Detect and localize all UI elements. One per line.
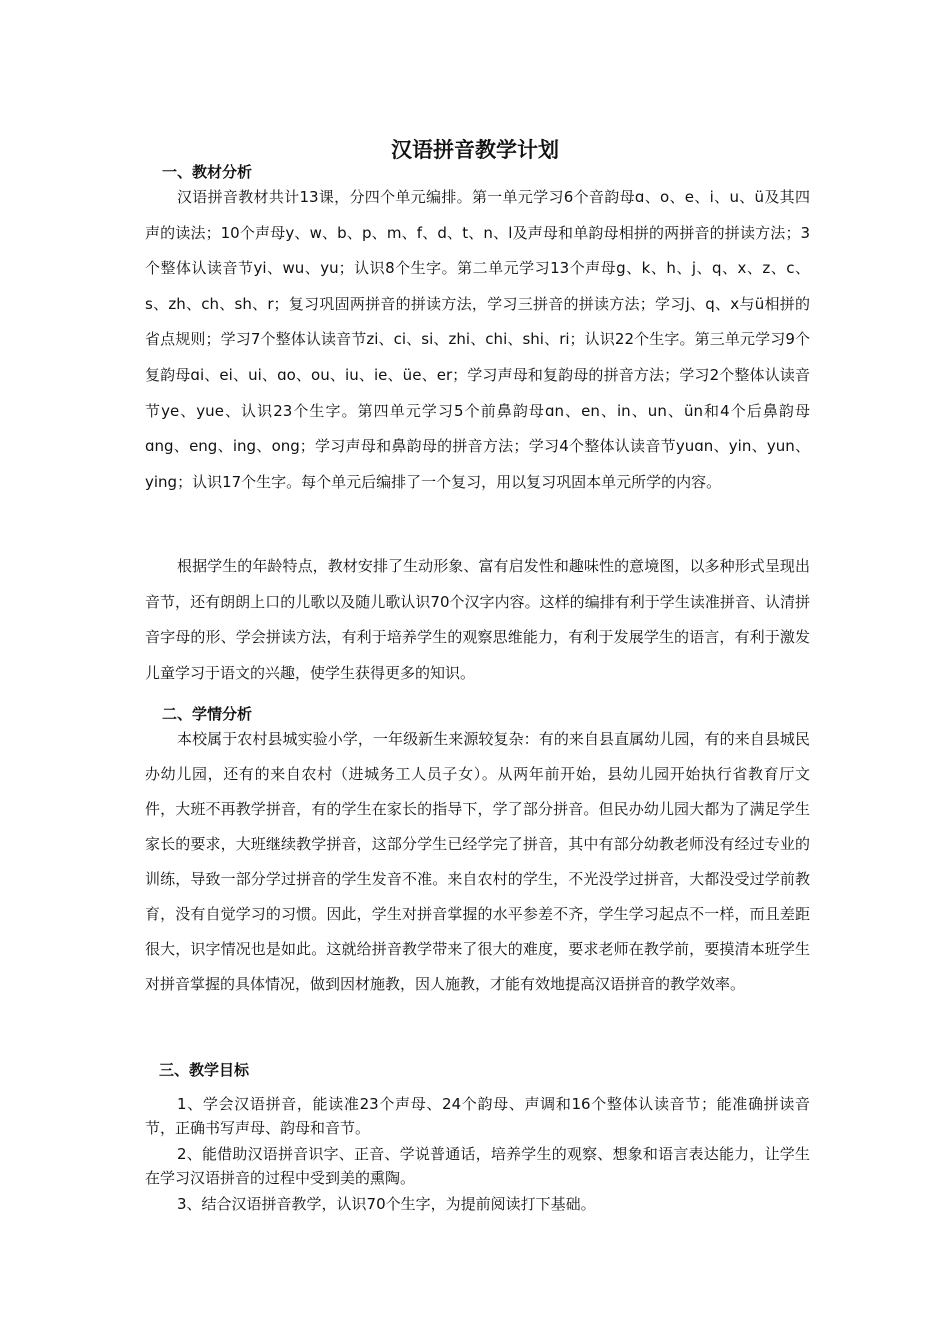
section-heading-textbook-analysis: 一、教材分析 [162,163,253,181]
document-title: 汉语拼音教学计划 [391,137,559,162]
paragraph-textbook-structure: 汉语拼音教材共计13课，分四个单元编排。第一单元学习6个音韵母ɑ、o、e、i、u、ü及其四声的读法；10个声母y、w、b、p、m、f、d、t、n、l及声母和单韵母相拼的两拼音的拼读方法；3个整体认读音节yi、wu、yu；认识8个生字。第二单元学习13个声母g、k、h、j、q、x、z、c、s、zh、ch、sh、r；复习巩固两拼音的拼读方法，学习三拼音的拼读方法；学习j、q、x与ü相拼的省点规则；学习7个整体认读音节zi、ci、si、zhi、chi、shi、ri；认识22个生字。第三单元学习9个复韵母ɑi、ei、ui、ɑo、ou、iu、ie、üe、er；学习声母和复韵母的拼音方法；学习2个整体认读音节ye、yue、认识23个生字。第四单元学习5个前鼻韵母ɑn、en、in、un、ün和4个后鼻韵母ɑng、eng、ing、ong；学习声母和鼻韵母的拼音方法；学习4个整体认读音节yuɑn、yin、yun、ying；认识17个生字。每个单元后编排了一个复习，用以复习巩固本单元所学的内容。 [145,188,810,491]
goal-item-2: 2、能借助汉语拼音识字、正音、学说普通话，培养学生的观察、想象和语言表达能力，让学生在学习汉语拼音的过程中受到美的熏陶。 [145,1145,810,1187]
paragraph-student-background: 本校属于农村县城实验小学，一年级新生来源较复杂：有的来自县直属幼儿园，有的来自县城民办幼儿园，还有的来自农村（进城务工人员子女）。从两年前开始，县幼儿园开始执行省教育厅文件，大班不再教学拼音，有的学生在家长的指导下，学了部分拼音。但民办幼儿园大都为了满足学生家长的要求，大班继续教学拼音，这部分学生已经学完了拼音，其中有部分幼教老师没有经过专业的训练，导致一部分学过拼音的学生发音不准。来自农村的学生，不光没学过拼音，大都没受过学前教育，没有自觉学习的习惯。因此，学生对拼音掌握的水平参差不齐，学生学习起点不一样，而且差距很大，识字情况也是如此。这就给拼音教学带来了很大的难度，要求老师在教学前，要摸清本班学生对拼音掌握的具体情况，做到因材施教，因人施教，才能有效地提高汉语拼音的教学效率。 [145,730,810,993]
section-heading-teaching-goals: 三、教学目标 [159,1061,250,1079]
section-heading-student-analysis: 二、学情分析 [162,705,253,723]
goal-item-1: 1、学会汉语拼音，能读准23个声母、24个韵母、声调和16个整体认读音节；能准确拼读音节，正确书写声母、韵母和音节。 [145,1095,810,1137]
goal-item-3: 3、结合汉语拼音教学，认识70个生字，为提前阅读打下基础。 [177,1195,596,1213]
paragraph-textbook-features: 根据学生的年龄特点，教材安排了生动形象、富有启发性和趣味性的意境图，以多种形式呈现出音节，还有朗朗上口的儿歌以及随儿歌认识70个汉字内容。这样的编排有利于学生读准拼音、认清拼音字母的形、学会拼读方法，有利于培养学生的观察思维能力，有利于发展学生的语言，有利于激发儿童学习于语文的兴趣，使学生获得更多的知识。 [145,557,810,682]
